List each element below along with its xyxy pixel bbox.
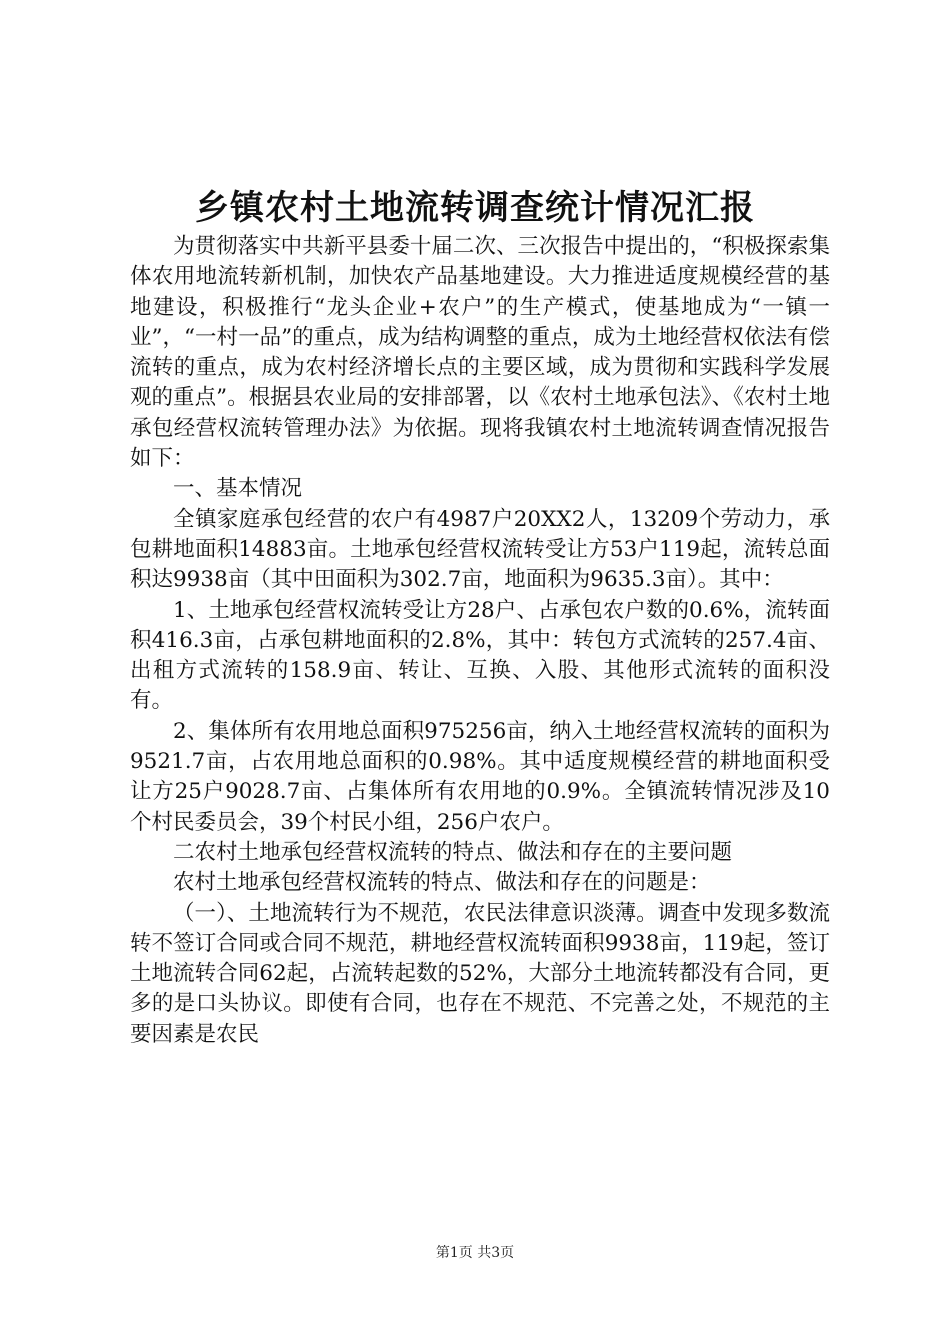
problem-1-paragraph: （一）、土地流转行为不规范，农民法律意识淡薄。调查中发现多数流转不签订合同或合同不规范，耕地经营权流转面积9938亩，119起，签订土地流转合同62起，占流转起数的52%，大部分土地流转都没有合同，更多的是口头协议。即使有合同，也存在不规范、不完善之处，不规范的主要因素是农民 — [130, 900, 830, 1047]
basic-situation-paragraph: 全镇家庭承包经营的农户有4987户20XX2人，13209个劳动力，承包耕地面积14883亩。土地承包经营权流转受让方53户119起，流转总面积达9938亩（其中田面积为302.7亩，地面积为9635.3亩）。其中： — [130, 506, 830, 593]
intro-paragraph: 为贯彻落实中共新平县委十届二次、三次报告中提出的，“积极探索集体农用地流转新机制，加快农产品基地建设。大力推进适度规模经营的基地建设，积极推行“龙头企业+农户”的生产模式，使基地成为“一镇一业”，“一村一品”的重点，成为结构调整的重点，成为土地经营权依法有偿流转的重点，成为农村经济增长点的主要区域，成为贯彻和实践科学发展观的重点”。根据县农业局的安排部署，以《农村土地承包法》、《农村土地承包经营权流转管理办法》为依据。现将我镇农村土地流转调查情况报告如下： — [130, 234, 830, 472]
document-body — [130, 232, 830, 1050]
item-2-paragraph: 2、集体所有农用地总面积975256亩，纳入土地经营权流转的面积为9521.7亩，占农用地总面积的0.98%。其中适度规模经营的耕地面积受让方25户9028.7亩、占集体所有农用地的0.9%。全镇流转情况涉及10个村民委员会，39个村民小组，256户农户。 — [130, 718, 830, 835]
page-footer: 第1页 共3页 — [435, 1245, 515, 1261]
section-heading-basic-situation: 一、基本情况 — [173, 476, 303, 502]
section-heading-problems: 二农村土地承包经营权流转的特点、做法和存在的主要问题 — [173, 839, 733, 865]
item-1-paragraph: 1、土地承包经营权流转受让方28户、占承包农户数的0.6%，流转面积416.3亩，占承包耕地面积的2.8%，其中：转包方式流转的257.4亩、出租方式流转的158.9亩、转让、互换、入股、其他形式流转的面积没有。 — [130, 597, 830, 714]
document-title: 乡镇农村土地流转调查统计情况汇报 — [195, 188, 755, 228]
problems-intro-paragraph: 农村土地承包经营权流转的特点、做法和存在的问题是： — [173, 870, 711, 896]
